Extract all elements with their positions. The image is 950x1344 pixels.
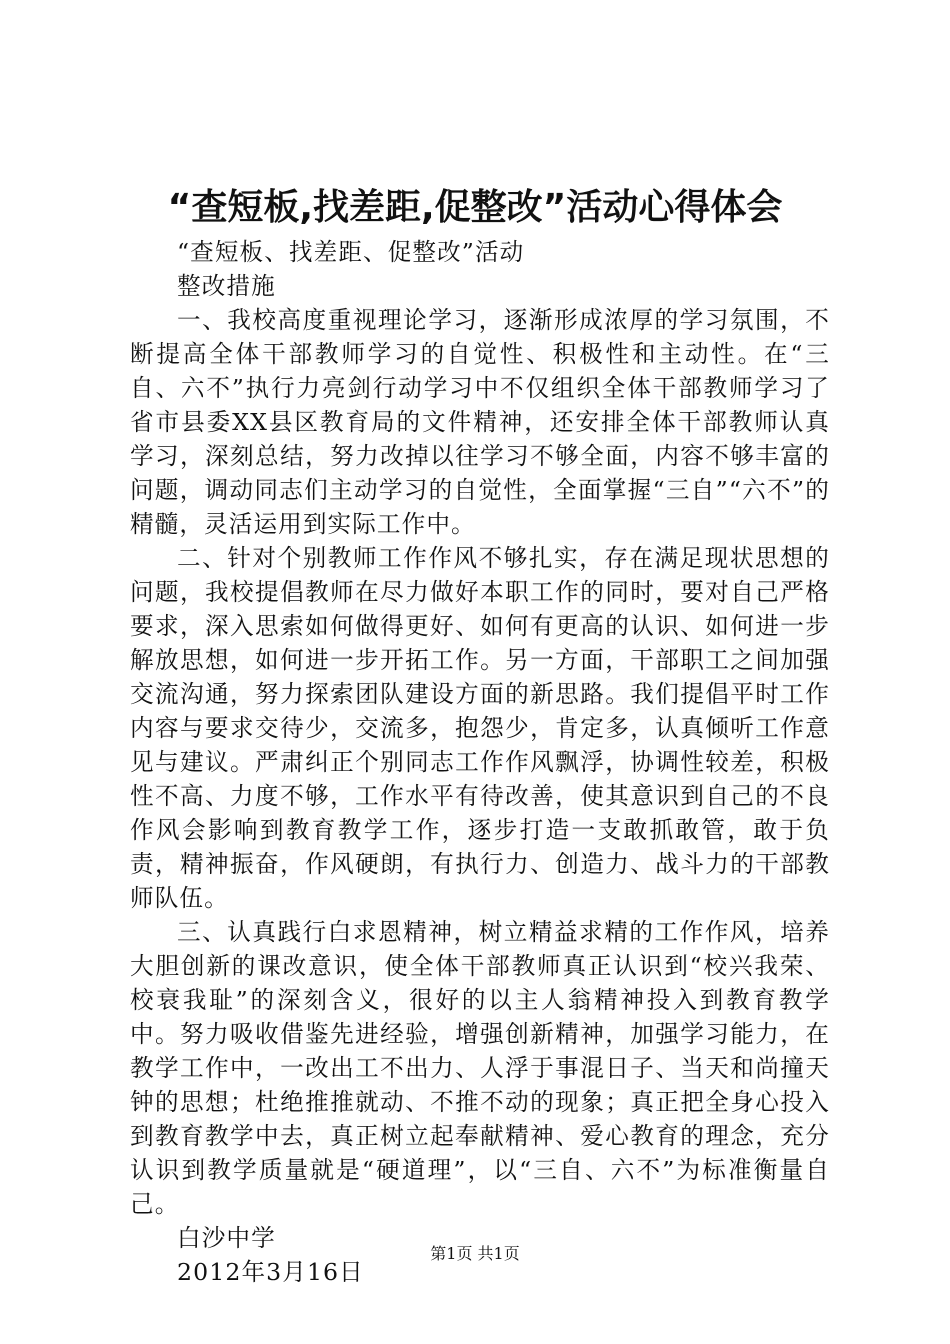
document-title: “查短板,找差距,促整改”活动心得体会 [167, 187, 783, 228]
paragraph-3: 三、认真践行白求恩精神，树立精益求精的工作作风，培养大胆创新的课改意识，使全体干部教师真正认识到“校兴我荣、校衰我耻”的深刻含义，很好的以主人翁精神投入到教育教学中。努力吸收借鉴先进经验，增强创新精神，加强学习能力，在教学工作中，一改出工不出力、人浮于事混日子、当天和尚撞天钟的思想；杜绝推推就动、不推不动的现象；真正把全身心投入到教育教学中去，真正树立起奉献精神、爱心教育的理念，充分认识到教学质量就是“硬道理”，以“三自、六不”为标准衡量自己。 [130, 918, 830, 1218]
signature: 白沙中学 [177, 1224, 276, 1252]
document-subtitle: “查短板、找差距、促整改”活动 [177, 238, 525, 266]
document-date: 2012年3月16日 [177, 1258, 364, 1286]
page-footer: 第1页 共1页 [430, 1244, 520, 1263]
paragraph-1: 一、我校高度重视理论学习，逐渐形成浓厚的学习氛围，不断提高全体干部教师学习的自觉性、积极性和主动性。在“三自、六不”执行力亮剑行动学习中不仅组织全体干部教师学习了省市县委XX县区教育局的文件精神，还安排全体干部教师认真学习，深刻总结，努力改掉以往学习不够全面，内容不够丰富的问题，调动同志们主动学习的自觉性，全面掌握“三自”“六不”的精髓，灵活运用到实际工作中。 [130, 306, 830, 538]
paragraph-2: 二、针对个别教师工作作风不够扎实，存在满足现状思想的问题，我校提倡教师在尽力做好本职工作的同时，要对自己严格要求，深入思索如何做得更好、如何有更高的认识、如何进一步解放思想，如何进一步开拓工作。另一方面，干部职工之间加强交流沟通，努力探索团队建设方面的新思路。我们提倡平时工作内容与要求交待少，交流多，抱怨少，肯定多，认真倾听工作意见与建议。严肃纠正个别同志工作作风飘浮，协调性较差，积极性不高、力度不够，工作水平有待改善，使其意识到自己的不良作风会影响到教育教学工作，逐步打造一支敢抓敢管，敢于负责，精神振奋，作风硬朗，有执行力、创造力、战斗力的干部教师队伍。 [130, 544, 830, 912]
section-heading: 整改措施 [177, 272, 276, 300]
document-body [130, 235, 830, 1289]
